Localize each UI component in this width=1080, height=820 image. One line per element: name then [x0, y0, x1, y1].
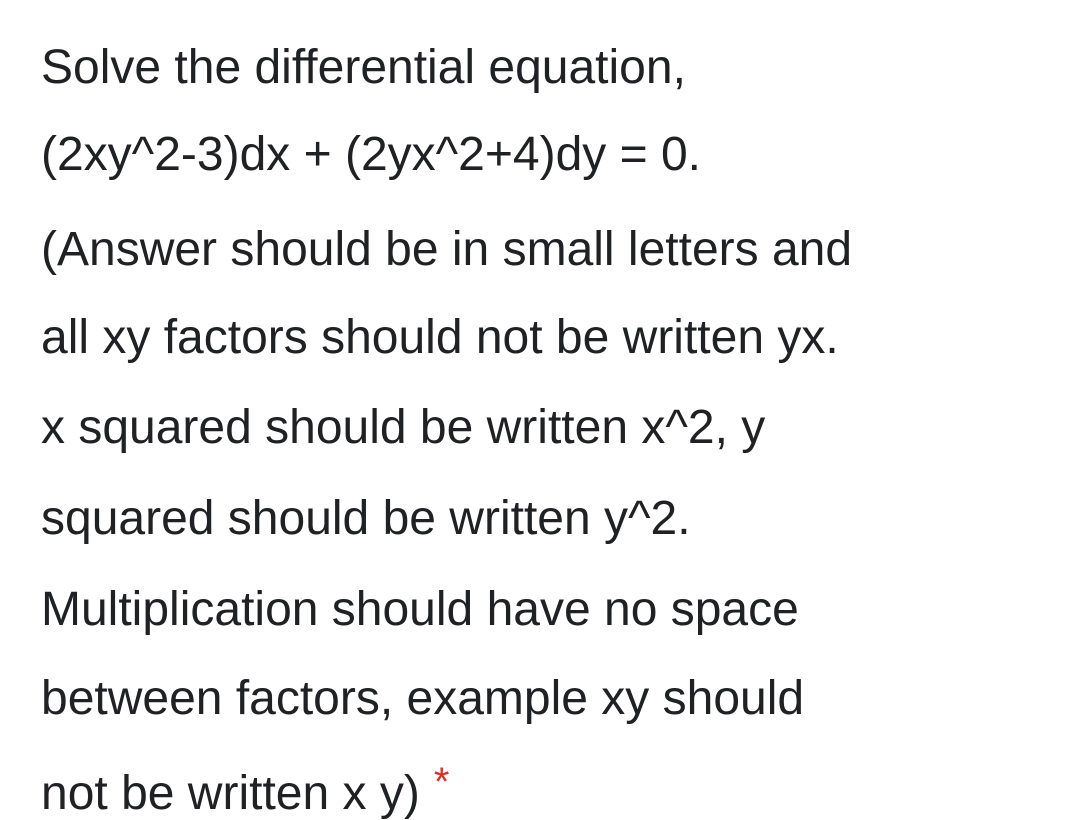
question-line: x squared should be written x^2, y [41, 401, 766, 454]
question-line: Multiplication should have no space [41, 583, 799, 636]
question-line-last-text: not be written x y) [41, 767, 420, 820]
question-line: (Answer should be in small letters and [41, 223, 853, 276]
question-line: all xy factors should not be written yx. [41, 311, 839, 364]
question-line: Solve the differential equation, [41, 41, 686, 94]
equation-line: (2xy^2-3)dx + (2yx^2+4)dy = 0. [41, 128, 701, 181]
required-marker: * [433, 760, 450, 804]
question-line-last [41, 762, 449, 818]
question-line: squared should be written y^2. [41, 492, 691, 545]
question-line: between factors, example xy should [41, 672, 805, 725]
